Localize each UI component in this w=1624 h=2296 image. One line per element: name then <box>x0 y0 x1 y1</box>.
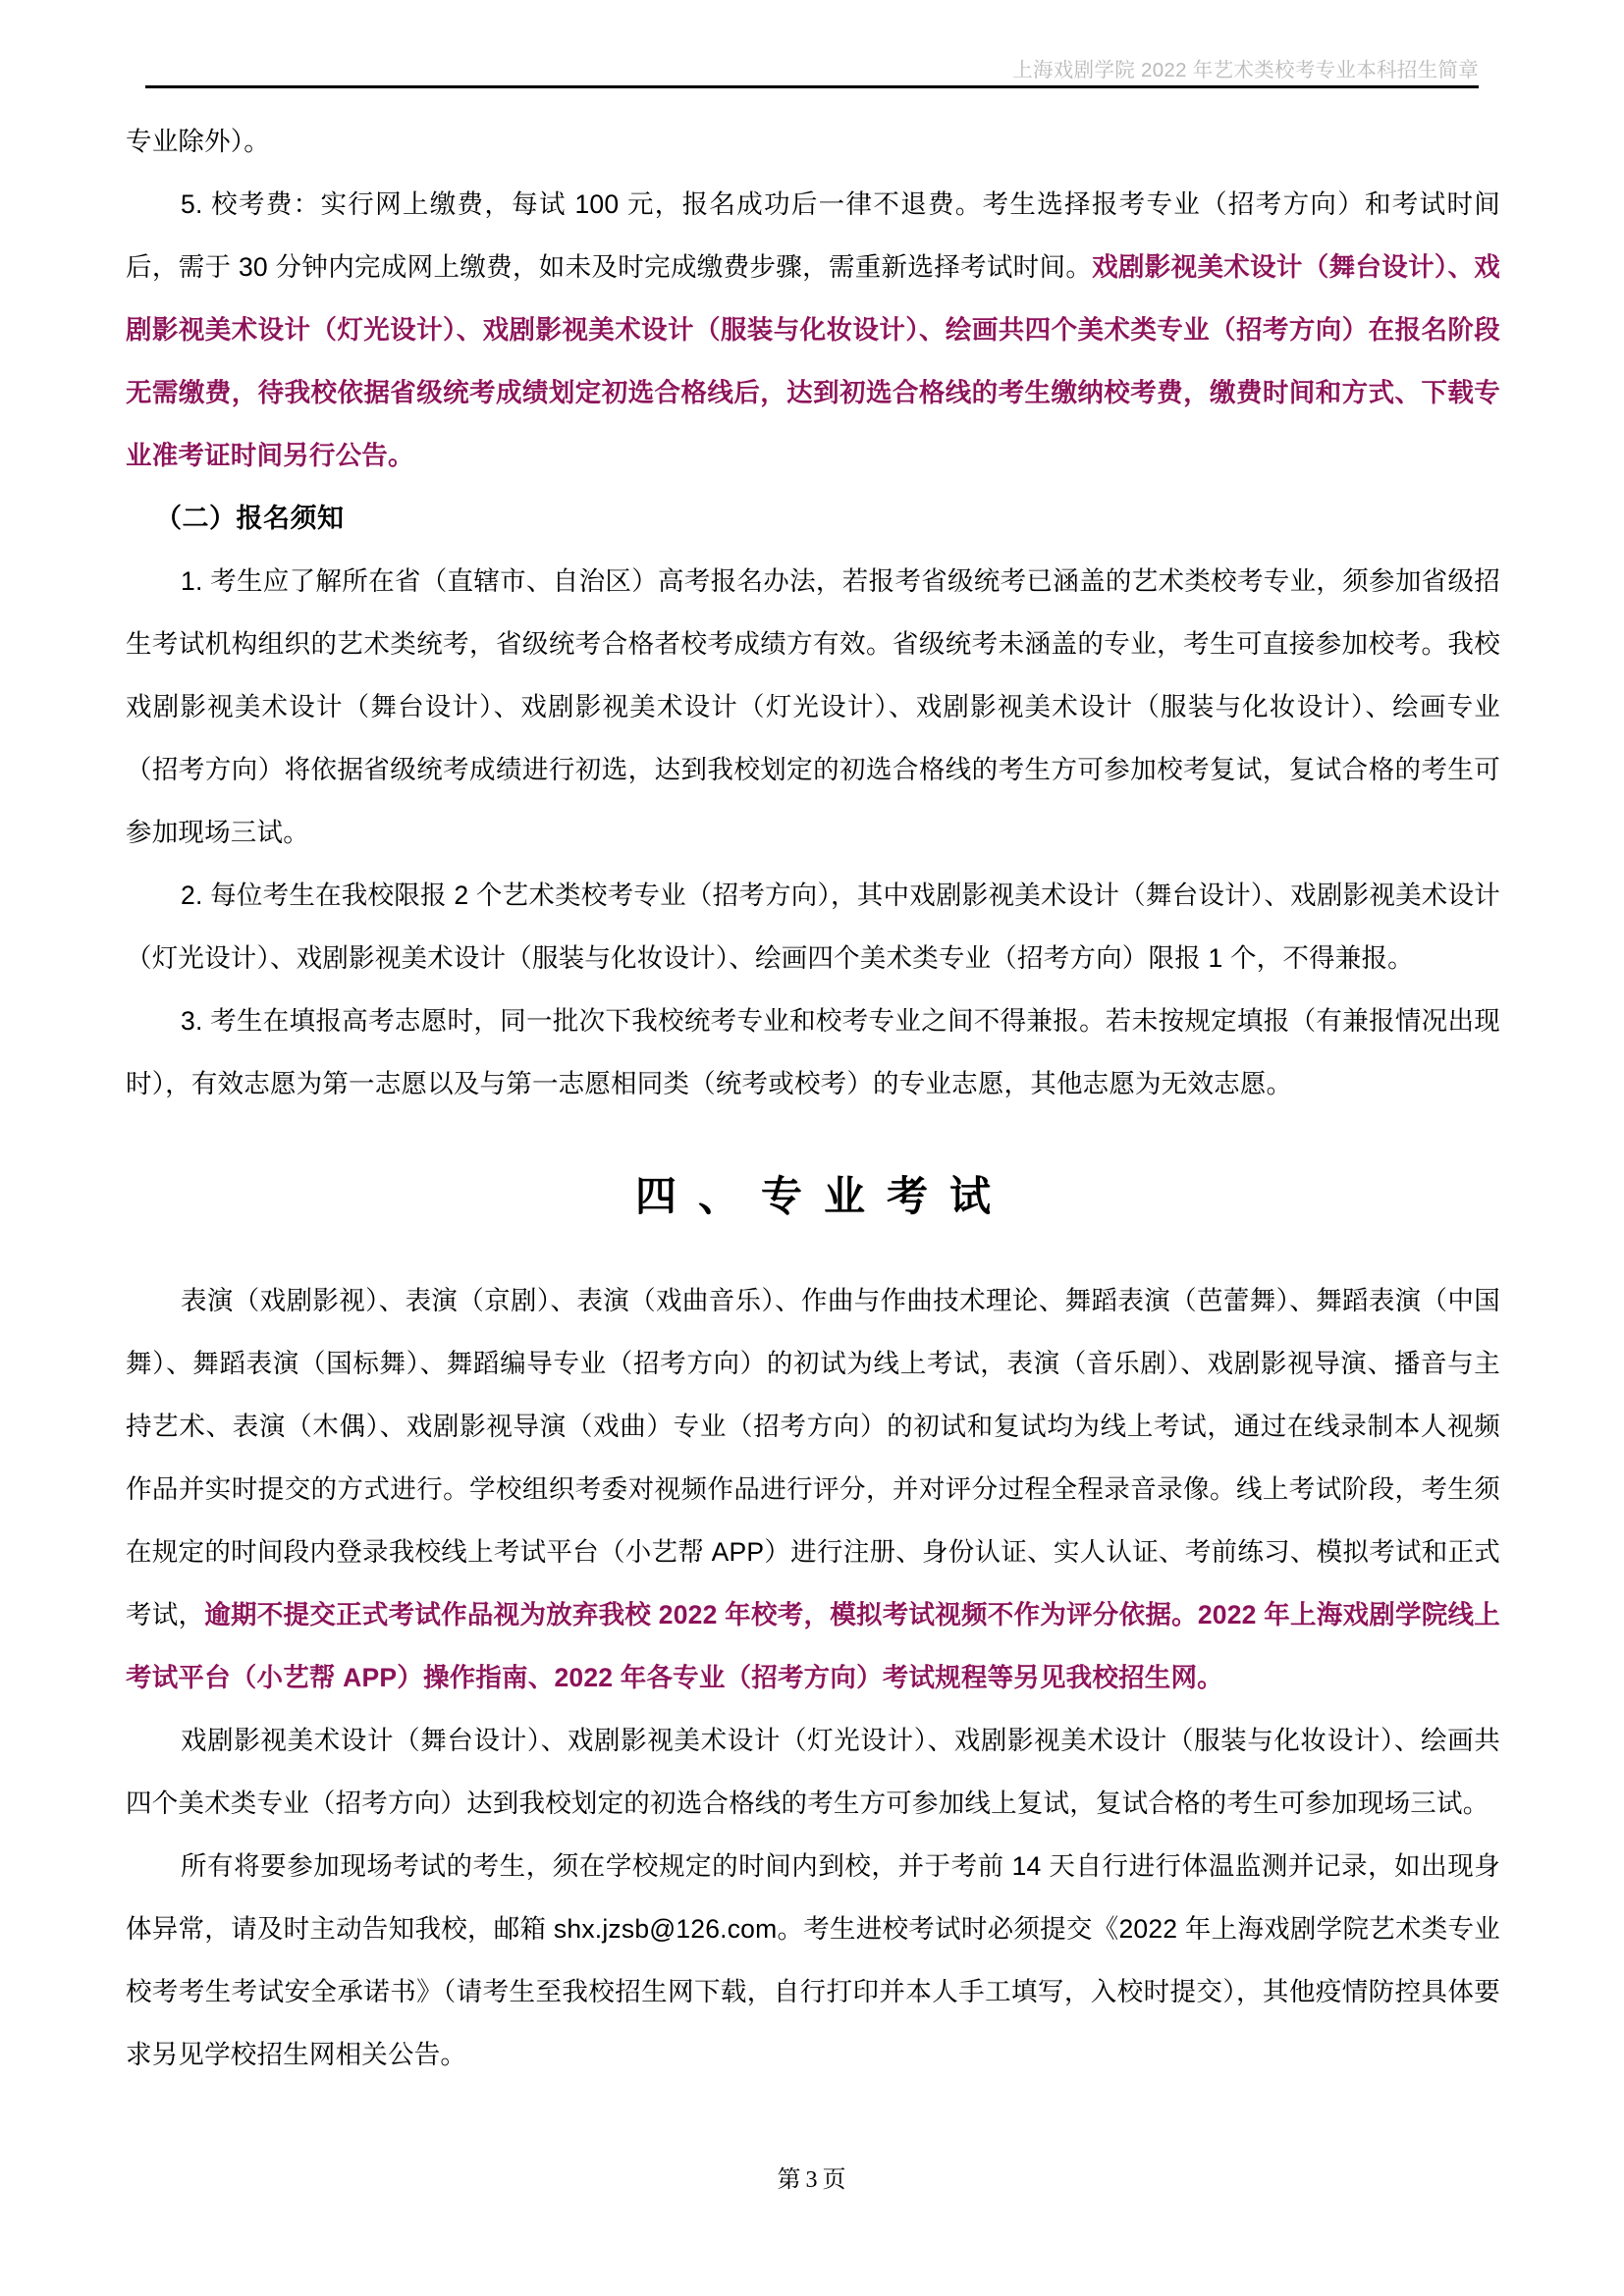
paragraph-exam-3: 所有将要参加现场考试的考生，须在学校规定的时间内到校，并于考前 14 天自行进行体温监测并记录，如出现身体异常，请及时主动告知我校，邮箱 shx.jzsb@126.com。考生进校考试时必须提交《2022 年上海戏剧学院艺术类专业校考考生考试安全承诺书》（请考生至我校招生网下载，自行打印并本人手工填写，入校时提交），其他疫情防控具体要求另见学校招生网相关公告。 <box>126 1850 1500 2069</box>
paragraph-item-2: 2. 每位考生在我校限报 2 个艺术类校考专业（招考方向），其中戏剧影视美术设计（舞台设计）、戏剧影视美术设计（灯光设计）、戏剧影视美术设计（服装与化妆设计）、绘画四个美术类专业（招考方向）限报 1 个，不得兼报。 <box>126 881 1500 973</box>
running-header <box>145 43 1479 88</box>
exam-1-emphasis-text: 逾期不提交正式考试作品视为放弃我校 2022 年校考，模拟考试视频不作为评分依据。2022 年上海戏剧学院线上考试平台（小艺帮 APP）操作指南、2022 年各专业（招考方向）考试规程等另见我校招生网。 <box>126 1599 1500 1692</box>
paragraph-item-5 <box>126 173 1500 487</box>
item-5-plain-text: 5. 校考费：实行网上缴费，每试 100 元，报名成功后一律不退费。考生选择报考专业（招考方向）和考试时间后，需于 30 分钟内完成网上缴费，如未及时完成缴费步骤，需重新选择考试时间。 <box>126 189 1500 282</box>
running-header-text: 上海戏剧学院 2022 年艺术类校考专业本科招生简章 <box>1012 58 1479 81</box>
section-title-professional-exam: 四、专业考试 <box>634 1175 1012 1220</box>
paragraph-continued: 专业除外）。 <box>126 127 270 156</box>
page-number: 3 <box>805 2167 819 2193</box>
paragraph-exam-1 <box>126 1269 1500 1709</box>
paragraph-item-1: 1. 考生应了解所在省（直辖市、自治区）高考报名办法，若报考省级统考已涵盖的艺术类校考专业，须参加省级招生考试机构组织的艺术类统考，省级统考合格者校考成绩方有效。省级统考未涵盖的专业，考生可直接参加校考。我校戏剧影视美术设计（舞台设计）、戏剧影视美术设计（灯光设计）、戏剧影视美术设计（服装与化妆设计）、绘画专业（招考方向）将依据省级统考成绩进行初选，达到我校划定的初选合格线的考生方可参加校考复试，复试合格的考生可参加现场三试。 <box>126 566 1500 847</box>
paragraph-item-3: 3. 考生在填报高考志愿时，同一批次下我校统考专业和校考专业之间不得兼报。若未按规定填报（有兼报情况出现时），有效志愿为第一志愿以及与第一志愿相同类（统考或校考）的专业志愿，其他志愿为无效志愿。 <box>126 1006 1500 1098</box>
page-footer <box>0 2160 1624 2194</box>
footer-suffix: 页 <box>822 2166 847 2193</box>
header-divider <box>145 85 1479 88</box>
subheading-registration-notes: （二）报名须知 <box>155 504 345 533</box>
footer-prefix: 第 <box>777 2166 802 2193</box>
item-5-emphasis-text: 戏剧影视美术设计（舞台设计）、戏剧影视美术设计（灯光设计）、戏剧影视美术设计（服装与化妆设计）、绘画共四个美术类专业（招考方向）在报名阶段无需缴费，待我校依据省级统考成绩划定初选合格线后，达到初选合格线的考生缴纳校考费，缴费时间和方式、下载专业准考证时间另行公告。 <box>126 252 1500 470</box>
paragraph-exam-2: 戏剧影视美术设计（舞台设计）、戏剧影视美术设计（灯光设计）、戏剧影视美术设计（服装与化妆设计）、绘画共四个美术类专业（招考方向）达到我校划定的初选合格线的考生方可参加线上复试，复试合格的考生可参加现场三试。 <box>126 1725 1500 1818</box>
exam-1-plain-text: 表演（戏剧影视）、表演（京剧）、表演（戏曲音乐）、作曲与作曲技术理论、舞蹈表演（芭蕾舞）、舞蹈表演（中国舞）、舞蹈表演（国标舞）、舞蹈编导专业（招考方向）的初试为线上考试，表演（音乐剧）、戏剧影视导演、播音与主持艺术、表演（木偶）、戏剧影视导演（戏曲）专业（招考方向）的初试和复试均为线上考试，通过在线录制本人视频作品并实时提交的方式进行。学校组织考委对视频作品进行评分，并对评分过程全程录音录像。线上考试阶段，考生须在规定的时间段内登录我校线上考试平台（小艺帮 APP）进行注册、身份认证、实人认证、考前练习、模拟考试和正式考试， <box>126 1285 1500 1629</box>
page-body <box>126 110 1500 2086</box>
